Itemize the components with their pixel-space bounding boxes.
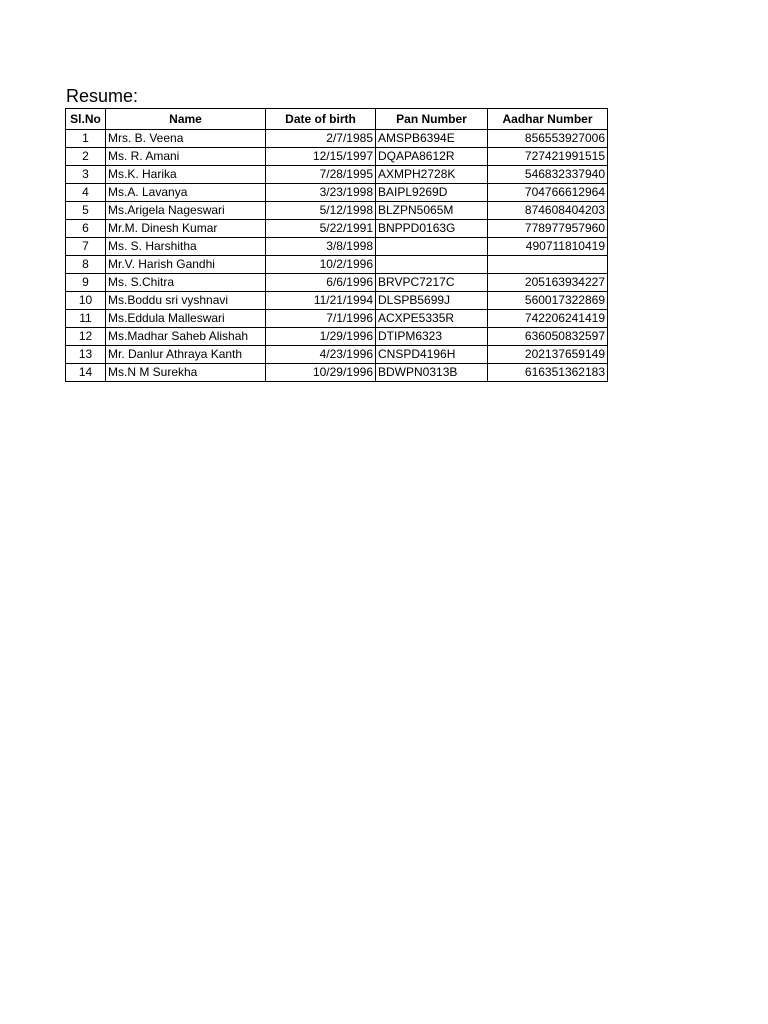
cell-date-of-birth: 5/12/1998 xyxy=(266,202,376,220)
cell-date-of-birth: 6/6/1996 xyxy=(266,274,376,292)
cell-aadhar-number: 778977957960 xyxy=(488,220,608,238)
cell-slno: 10 xyxy=(66,292,106,310)
cell-slno: 4 xyxy=(66,184,106,202)
cell-slno: 5 xyxy=(66,202,106,220)
cell-slno: 1 xyxy=(66,130,106,148)
table-row xyxy=(66,202,608,220)
cell-slno: 2 xyxy=(66,148,106,166)
cell-pan-number xyxy=(376,256,488,274)
cell-date-of-birth: 3/8/1998 xyxy=(266,238,376,256)
cell-aadhar-number: 874608404203 xyxy=(488,202,608,220)
cell-name: Ms.Boddu sri vyshnavi xyxy=(106,292,266,310)
cell-name: Ms. R. Amani xyxy=(106,148,266,166)
cell-slno: 11 xyxy=(66,310,106,328)
cell-aadhar-number: 560017322869 xyxy=(488,292,608,310)
cell-pan-number: DQAPA8612R xyxy=(376,148,488,166)
cell-name: Ms. S. Harshitha xyxy=(106,238,266,256)
header-name: Name xyxy=(106,109,266,130)
table-row xyxy=(66,166,608,184)
cell-name: Ms.K. Harika xyxy=(106,166,266,184)
table-row xyxy=(66,220,608,238)
cell-date-of-birth: 7/28/1995 xyxy=(266,166,376,184)
table-row xyxy=(66,184,608,202)
cell-name: Mrs. B. Veena xyxy=(106,130,266,148)
table-row xyxy=(66,256,608,274)
cell-date-of-birth: 11/21/1994 xyxy=(266,292,376,310)
table-row xyxy=(66,328,608,346)
header-slno: Sl.No xyxy=(66,109,106,130)
header-aadhar-number: Aadhar Number xyxy=(488,109,608,130)
table-row xyxy=(66,364,608,382)
page-title: Resume: xyxy=(66,86,139,106)
cell-name: Ms.N M Surekha xyxy=(106,364,266,382)
table-row xyxy=(66,130,608,148)
cell-name: Mr.M. Dinesh Kumar xyxy=(106,220,266,238)
cell-date-of-birth: 10/29/1996 xyxy=(266,364,376,382)
cell-pan-number: BRVPC7217C xyxy=(376,274,488,292)
cell-aadhar-number: 742206241419 xyxy=(488,310,608,328)
cell-pan-number: AXMPH2728K xyxy=(376,166,488,184)
cell-aadhar-number: 856553927006 xyxy=(488,130,608,148)
table-row xyxy=(66,346,608,364)
cell-pan-number: DLSPB5699J xyxy=(376,292,488,310)
cell-date-of-birth: 12/15/1997 xyxy=(266,148,376,166)
table-row xyxy=(66,238,608,256)
cell-name: Mr.V. Harish Gandhi xyxy=(106,256,266,274)
cell-aadhar-number: 727421991515 xyxy=(488,148,608,166)
table-row xyxy=(66,274,608,292)
cell-date-of-birth: 10/2/1996 xyxy=(266,256,376,274)
cell-slno: 14 xyxy=(66,364,106,382)
table-header-row xyxy=(66,109,608,130)
cell-slno: 7 xyxy=(66,238,106,256)
cell-pan-number: CNSPD4196H xyxy=(376,346,488,364)
cell-pan-number xyxy=(376,238,488,256)
cell-date-of-birth: 4/23/1996 xyxy=(266,346,376,364)
cell-aadhar-number xyxy=(488,256,608,274)
header-pan-number: Pan Number xyxy=(376,109,488,130)
cell-aadhar-number: 546832337940 xyxy=(488,166,608,184)
cell-aadhar-number: 490711810419 xyxy=(488,238,608,256)
cell-name: Ms. S.Chitra xyxy=(106,274,266,292)
cell-slno: 13 xyxy=(66,346,106,364)
cell-name: Ms.Arigela Nageswari xyxy=(106,202,266,220)
resume-table xyxy=(65,108,608,382)
cell-date-of-birth: 2/7/1985 xyxy=(266,130,376,148)
header-date-of-birth: Date of birth xyxy=(266,109,376,130)
cell-date-of-birth: 1/29/1996 xyxy=(266,328,376,346)
cell-slno: 8 xyxy=(66,256,106,274)
cell-name: Mr. Danlur Athraya Kanth xyxy=(106,346,266,364)
cell-slno: 9 xyxy=(66,274,106,292)
table-row xyxy=(66,310,608,328)
cell-aadhar-number: 616351362183 xyxy=(488,364,608,382)
cell-date-of-birth: 5/22/1991 xyxy=(266,220,376,238)
cell-slno: 3 xyxy=(66,166,106,184)
cell-pan-number: BAIPL9269D xyxy=(376,184,488,202)
cell-pan-number: BNPPD0163G xyxy=(376,220,488,238)
table-row xyxy=(66,148,608,166)
cell-name: Ms.Eddula Malleswari xyxy=(106,310,266,328)
cell-date-of-birth: 3/23/1998 xyxy=(266,184,376,202)
cell-pan-number: AMSPB6394E xyxy=(376,130,488,148)
cell-aadhar-number: 205163934227 xyxy=(488,274,608,292)
cell-aadhar-number: 636050832597 xyxy=(488,328,608,346)
cell-slno: 6 xyxy=(66,220,106,238)
cell-pan-number: ACXPE5335R xyxy=(376,310,488,328)
cell-name: Ms.Madhar Saheb Alishah xyxy=(106,328,266,346)
cell-pan-number: BLZPN5065M xyxy=(376,202,488,220)
cell-slno: 12 xyxy=(66,328,106,346)
table-body xyxy=(66,130,608,382)
cell-date-of-birth: 7/1/1996 xyxy=(266,310,376,328)
cell-aadhar-number: 704766612964 xyxy=(488,184,608,202)
cell-pan-number: DTIPM6323 xyxy=(376,328,488,346)
cell-aadhar-number: 202137659149 xyxy=(488,346,608,364)
table-row xyxy=(66,292,608,310)
cell-name: Ms.A. Lavanya xyxy=(106,184,266,202)
cell-pan-number: BDWPN0313B xyxy=(376,364,488,382)
